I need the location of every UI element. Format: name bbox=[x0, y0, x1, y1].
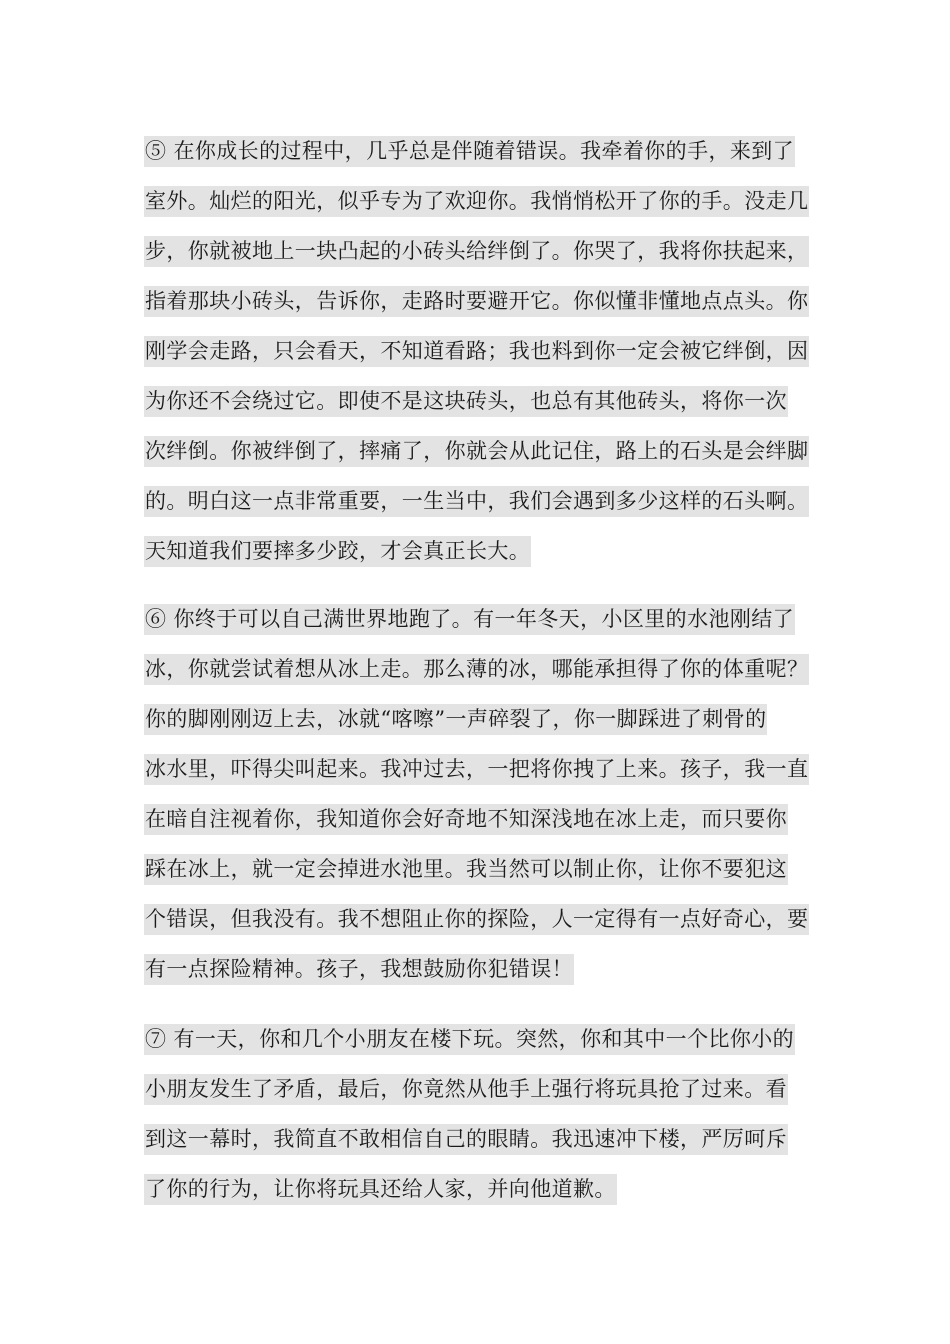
text-line bbox=[144, 536, 834, 586]
text-line bbox=[144, 854, 834, 904]
text-line bbox=[144, 904, 834, 954]
line-text: 为你还不会绕过它。即使不是这块砖头，也总有其他砖头，将你一次 bbox=[144, 386, 788, 417]
text-line bbox=[144, 704, 834, 754]
line-text: ⑦ 有一天，你和几个小朋友在楼下玩。突然，你和其中一个比你小的 bbox=[144, 1024, 795, 1055]
text-line bbox=[144, 486, 834, 536]
text-line bbox=[144, 804, 834, 854]
line-text: 的。明白这一点非常重要，一生当中，我们会遇到多少这样的石头啊。 bbox=[144, 486, 809, 517]
text-line bbox=[144, 1174, 834, 1224]
line-text: 踩在冰上，就一定会掉进水池里。我当然可以制止你，让你不要犯这 bbox=[144, 854, 788, 885]
line-text: 冰，你就尝试着想从冰上走。那么薄的冰，哪能承担得了你的体重呢？ bbox=[144, 654, 809, 685]
text-line bbox=[144, 386, 834, 436]
line-text: ⑤ 在你成长的过程中，几乎总是伴随着错误。我牵着你的手，来到了 bbox=[144, 136, 795, 167]
line-text: 有一点探险精神。孩子，我想鼓励你犯错误！ bbox=[144, 954, 574, 985]
text-line bbox=[144, 236, 834, 286]
text-line bbox=[144, 954, 834, 1004]
line-text: 步，你就被地上一块凸起的小砖头给绊倒了。你哭了，我将你扶起来， bbox=[144, 236, 809, 267]
text-line bbox=[144, 136, 834, 186]
line-text: 室外。灿烂的阳光，似乎专为了欢迎你。我悄悄松开了你的手。没走几 bbox=[144, 186, 809, 217]
line-text: 次绊倒。你被绊倒了，摔痛了，你就会从此记住，路上的石头是会绊脚 bbox=[144, 436, 809, 467]
line-text: ⑥ 你终于可以自己满世界地跑了。有一年冬天，小区里的水池刚结了 bbox=[144, 604, 795, 635]
text-line bbox=[144, 336, 834, 386]
line-text: 小朋友发生了矛盾，最后，你竟然从他手上强行将玩具抢了过来。看 bbox=[144, 1074, 788, 1105]
line-text: 你的脚刚刚迈上去，冰就“喀嚓”一声碎裂了，你一脚踩进了刺骨的 bbox=[144, 704, 767, 735]
line-text: 冰水里，吓得尖叫起来。我冲过去，一把将你拽了上来。孩子，我一直 bbox=[144, 754, 809, 785]
line-text: 了你的行为，让你将玩具还给人家，并向他道歉。 bbox=[144, 1174, 617, 1205]
line-text: 在暗自注视着你，我知道你会好奇地不知深浅地在冰上走，而只要你 bbox=[144, 804, 788, 835]
text-line bbox=[144, 186, 834, 236]
line-text: 刚学会走路，只会看天，不知道看路；我也料到你一定会被它绊倒，因 bbox=[144, 336, 809, 367]
text-line bbox=[144, 436, 834, 486]
line-text: 到这一幕时，我简直不敢相信自己的眼睛。我迅速冲下楼，严厉呵斥 bbox=[144, 1124, 788, 1155]
text-line bbox=[144, 286, 834, 336]
text-line bbox=[144, 1074, 834, 1124]
paragraph-7 bbox=[144, 1024, 834, 1224]
line-text: 天知道我们要摔多少跤，才会真正长大。 bbox=[144, 536, 531, 567]
text-line bbox=[144, 754, 834, 804]
text-line bbox=[144, 1024, 834, 1074]
text-line bbox=[144, 654, 834, 704]
line-text: 指着那块小砖头，告诉你，走路时要避开它。你似懂非懂地点点头。你 bbox=[144, 286, 809, 317]
line-text: 个错误，但我没有。我不想阻止你的探险，人一定得有一点好奇心，要 bbox=[144, 904, 809, 935]
paragraph-5 bbox=[144, 136, 834, 586]
paragraph-6 bbox=[144, 604, 834, 1004]
text-line bbox=[144, 604, 834, 654]
text-line bbox=[144, 1124, 834, 1174]
